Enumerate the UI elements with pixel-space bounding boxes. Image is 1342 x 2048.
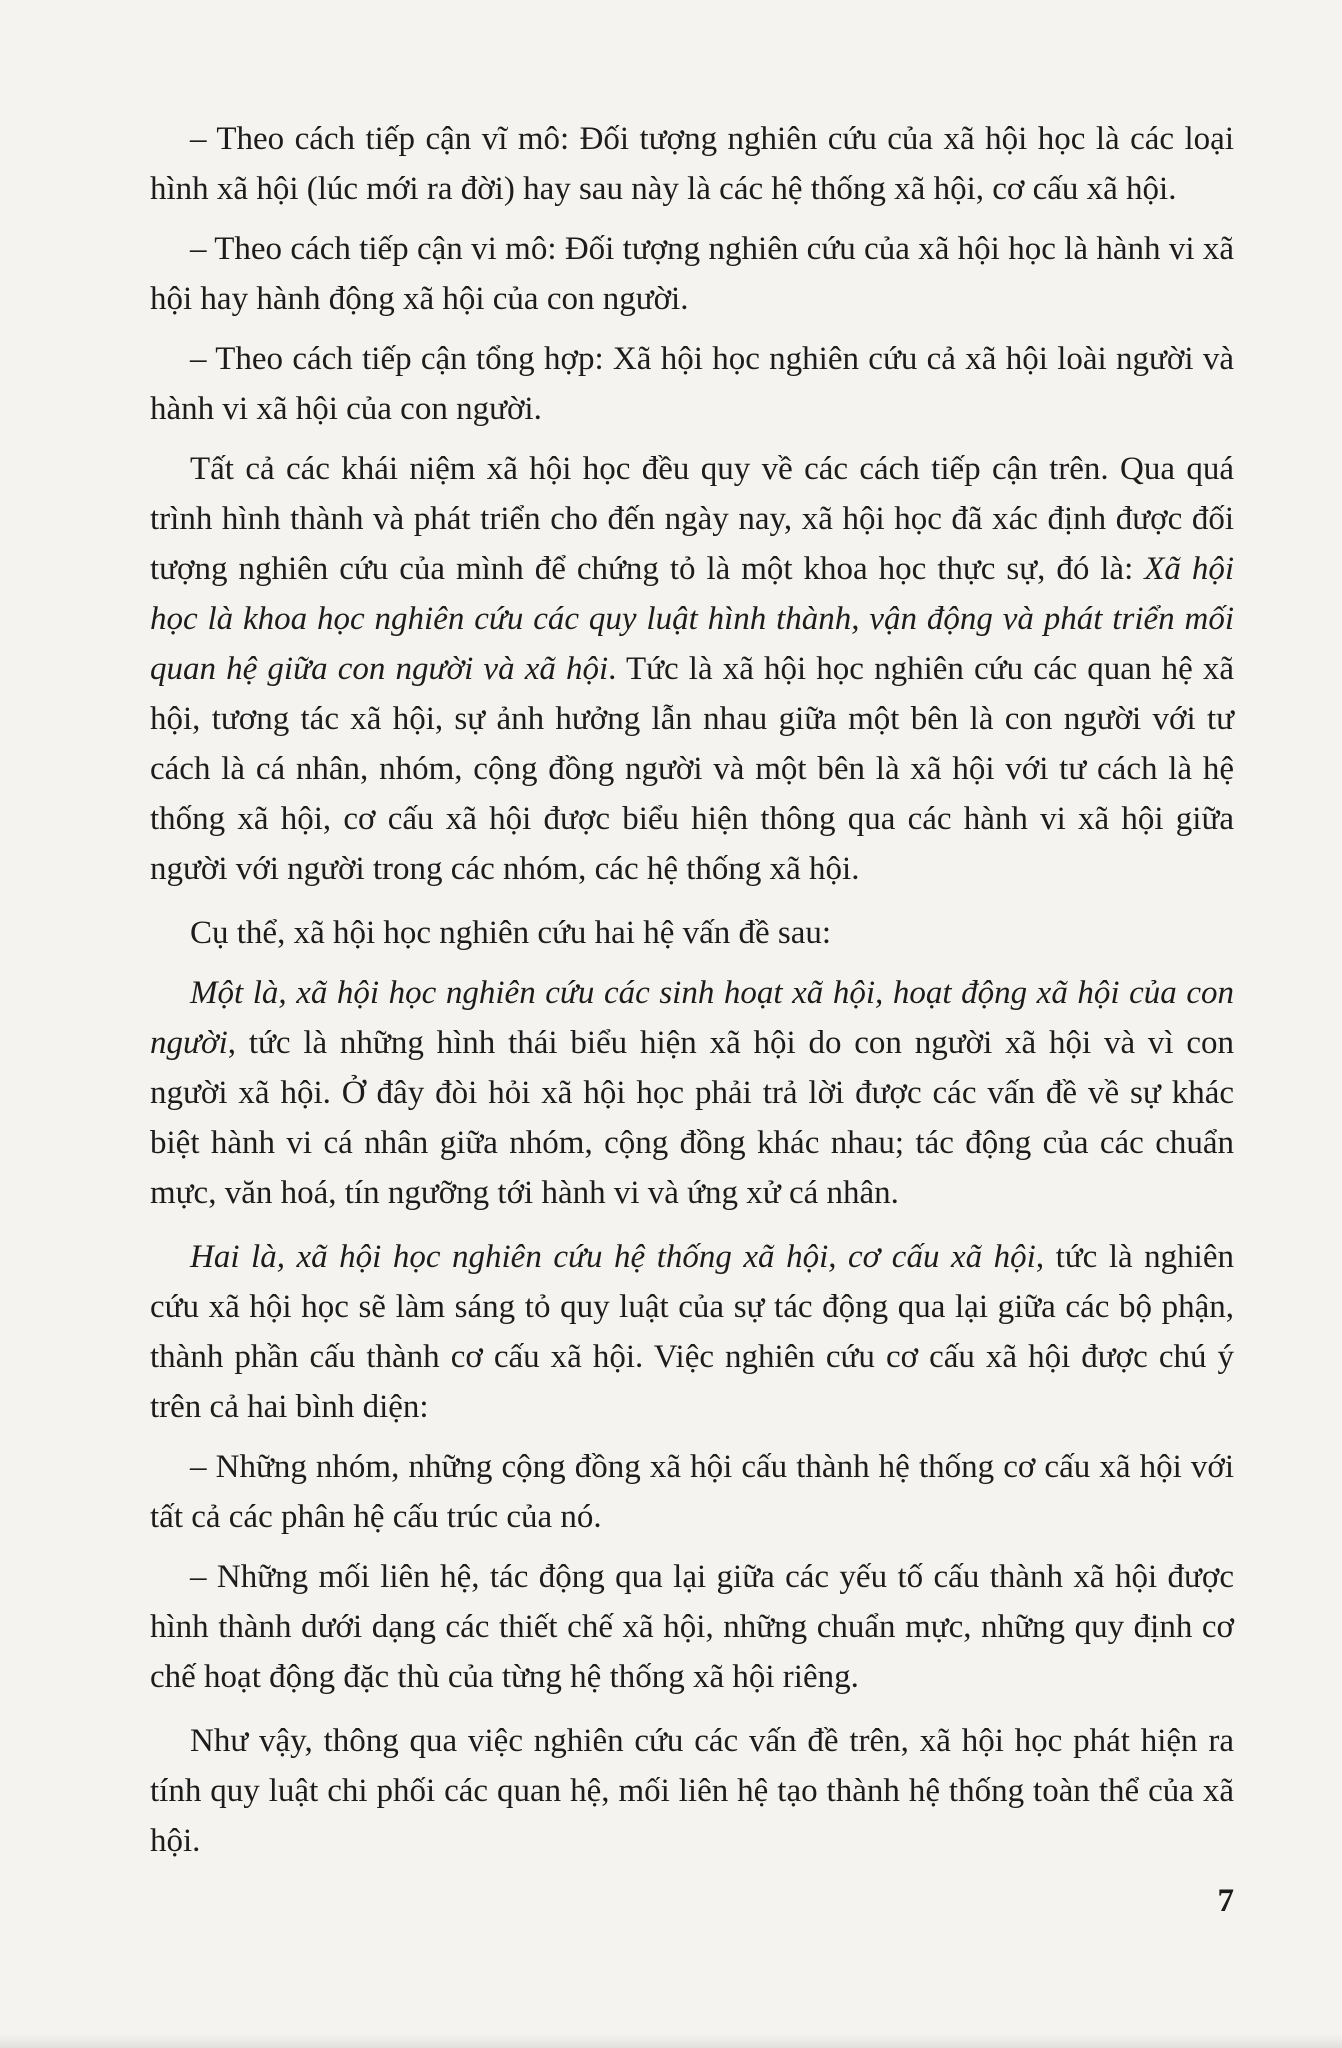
paragraph-definition xyxy=(150,444,1234,894)
paragraph-synthetic-approach xyxy=(150,334,1234,434)
text-run: Tất cả các khái niệm xã hội học đều quy về các cách tiếp cận trên. Qua quá trình hình thành và phát triển cho đến ngày nay, xã hội học đã xác định được đối tượng nghiên cứu của mình để chứng tỏ là một khoa học thực sự, đó là: xyxy=(150,451,1234,587)
text-run: – Theo cách tiếp cận tổng hợp: Xã hội học nghiên cứu cả xã hội loài người và hành vi xã hội của con người. xyxy=(150,341,1234,427)
paragraph-conclusion xyxy=(150,1716,1234,1866)
text-run: , tức là những hình thái biểu hiện xã hội do con người xã hội và vì con người xã hội. Ở đây đòi hỏi xã hội học phải trả lời được các vấn đề về sự khác biệt hành vi cá nhân giữa nhóm, cộng đồng khác nhau; tác động của các chuẩn mực, văn hoá, tín ngưỡng tới hành vi và ứng xử cá nhân. xyxy=(150,1025,1234,1211)
paragraph-micro-approach xyxy=(150,224,1234,324)
paragraph-second-issue xyxy=(150,1232,1234,1432)
italic-first-issue: Một là, xã hội học nghiên cứu các sinh hoạt xã hội, hoạt động xã hội của con người xyxy=(150,975,1234,1061)
page-edge-shadow xyxy=(0,2034,1342,2048)
text-run: – Những nhóm, những cộng đồng xã hội cấu thành hệ thống cơ cấu xã hội với tất cả các phân hệ cấu trúc của nó. xyxy=(150,1449,1234,1535)
paragraph-macro-approach xyxy=(150,114,1234,214)
paragraph-two-issues-intro xyxy=(150,908,1234,958)
body-text xyxy=(150,114,1234,1866)
text-run: . Tức là xã hội học nghiên cứu các quan hệ xã hội, tương tác xã hội, sự ảnh hưởng lẫn nhau giữa một bên là con người với tư cách là cá nhân, nhóm, cộng đồng người và một bên là xã hội với tư cách là hệ thống xã hội, cơ cấu xã hội được biểu hiện thông qua các hành vi xã hội giữa người với người trong các nhóm, các hệ thống xã hội. xyxy=(150,651,1234,887)
italic-second-issue: Hai là, xã hội học nghiên cứu hệ thống xã hội, cơ cấu xã hội xyxy=(190,1239,1036,1275)
paragraph-relations-interactions xyxy=(150,1552,1234,1702)
page-number: 7 xyxy=(1217,1883,1234,1919)
text-run: – Theo cách tiếp cận vi mô: Đối tượng nghiên cứu của xã hội học là hành vi xã hội hay hành động xã hội của con người. xyxy=(150,231,1234,317)
text-run: – Theo cách tiếp cận vĩ mô: Đối tượng nghiên cứu của xã hội học là các loại hình xã hội (lúc mới ra đời) hay sau này là các hệ thống xã hội, cơ cấu xã hội. xyxy=(150,121,1234,207)
text-run: , tức là nghiên cứu xã hội học sẽ làm sáng tỏ quy luật của sự tác động qua lại giữa các bộ phận, thành phần cấu thành cơ cấu xã hội. Việc nghiên cứu cơ cấu xã hội được chú ý trên cả hai bình diện: xyxy=(150,1239,1234,1425)
text-run: – Những mối liên hệ, tác động qua lại giữa các yếu tố cấu thành xã hội được hình thành dưới dạng các thiết chế xã hội, những chuẩn mực, những quy định cơ chế hoạt động đặc thù của từng hệ thống xã hội riêng. xyxy=(150,1559,1234,1695)
text-run: Cụ thể, xã hội học nghiên cứu hai hệ vấn đề sau: xyxy=(190,915,832,951)
text-run: Như vậy, thông qua việc nghiên cứu các vấn đề trên, xã hội học phát hiện ra tính quy luật chi phối các quan hệ, mối liên hệ tạo thành hệ thống toàn thể của xã hội. xyxy=(150,1723,1234,1859)
paragraph-groups-communities xyxy=(150,1442,1234,1542)
paragraph-first-issue xyxy=(150,968,1234,1218)
italic-definition: Xã hội học là khoa học nghiên cứu các quy luật hình thành, vận động và phát triển mối quan hệ giữa con người và xã hội xyxy=(150,551,1234,687)
